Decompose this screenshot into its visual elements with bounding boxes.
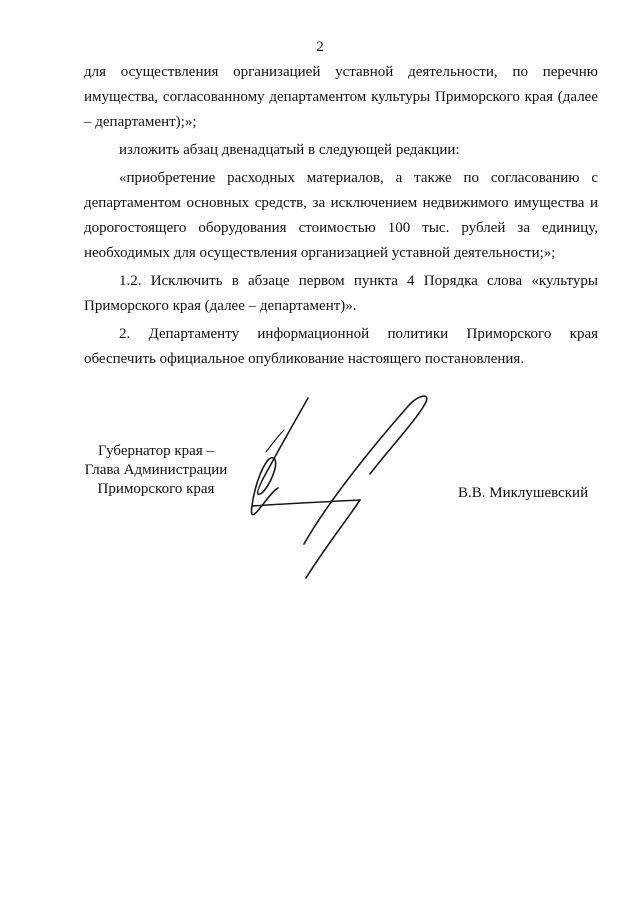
paragraph-amendment-intro: изложить абзац двенадцатый в следующей редакции: xyxy=(119,142,460,158)
signer-title-line: Приморского края xyxy=(97,481,215,497)
signer-title xyxy=(76,442,236,499)
handwritten-signature xyxy=(240,394,450,584)
signature-block xyxy=(0,430,640,590)
signature-stroke xyxy=(306,500,360,578)
paragraph-amendment-text: «приобретение расходных материалов, а также по согласованию с департаментом основных средств, за исключением недвижимого имущества и дорогостоящего оборудования стоимостью 100 тыс. рублей за единицу, необходимых для осуществления организацией уставной деятельности;»; xyxy=(84,170,598,261)
signature-stroke xyxy=(251,398,308,515)
signer-name: В.В. Миклушевский xyxy=(458,485,589,501)
signature-stroke xyxy=(252,500,360,506)
page-number: 2 xyxy=(316,39,324,55)
paragraph-item-1-2: 1.2. Исключить в абзаце первом пункта 4 Порядка слова «культуры Приморского края (далее – департамент)». xyxy=(84,273,598,314)
signer-title-line: Глава Администрации xyxy=(84,462,228,478)
signature-stroke xyxy=(266,430,284,452)
document-body xyxy=(84,60,598,375)
paragraph-continuation: для осуществления организацией уставной деятельности, по перечню имущества, согласованному департаментом культуры Приморского края (далее – департамент);»; xyxy=(84,64,598,130)
paragraph-item-2: 2. Департаменту информационной политики Приморского края обеспечить официальное опубликование настоящего постановления. xyxy=(84,326,598,367)
signer-title-line: Губернатор края – xyxy=(98,443,214,459)
signature-stroke xyxy=(304,396,427,544)
